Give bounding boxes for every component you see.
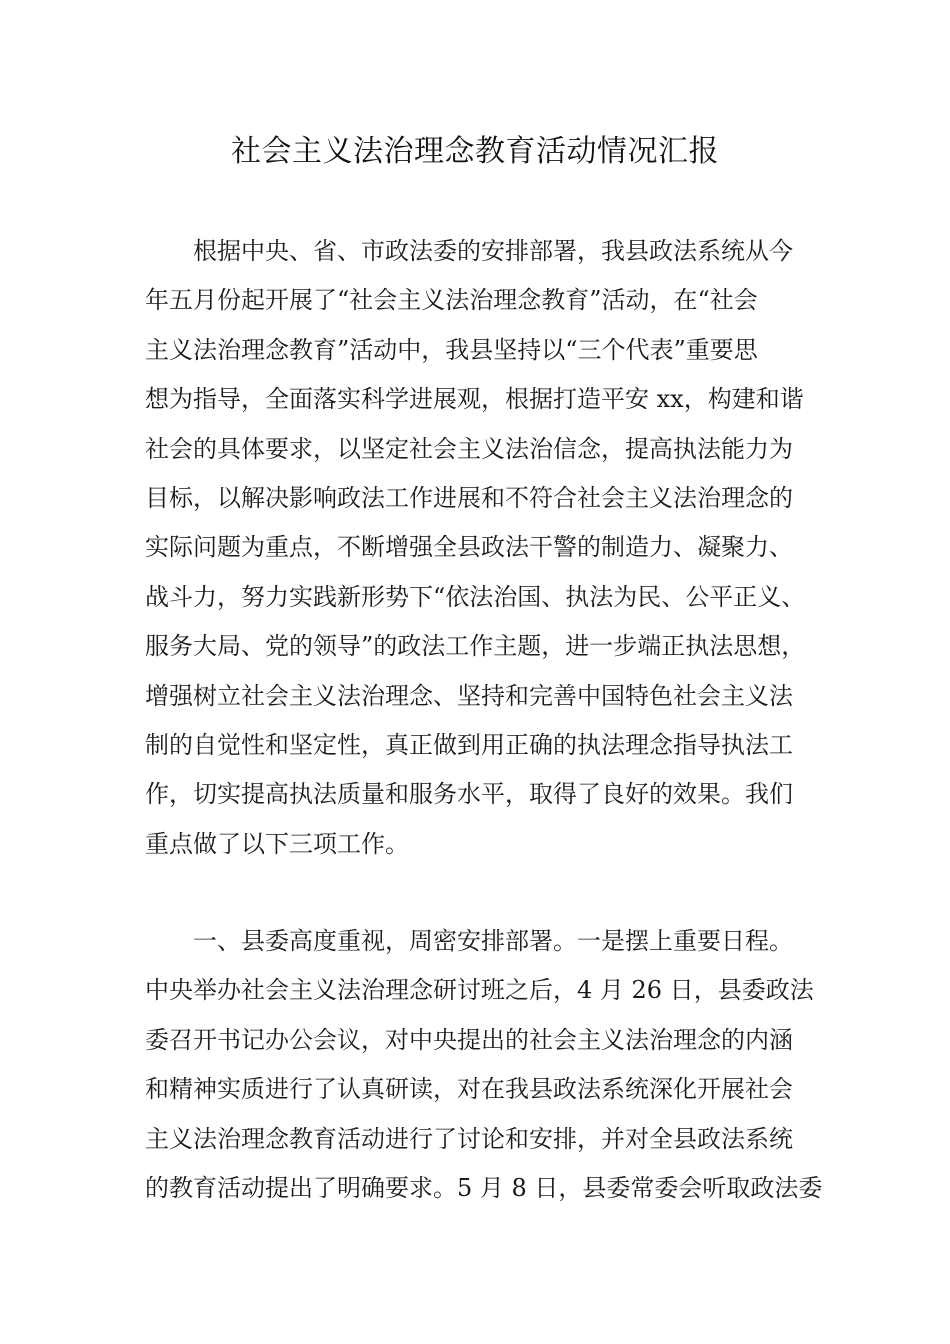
- paragraph-line: 根据中央、省、市政法委的安排部署，我县政法系统从今: [193, 237, 793, 265]
- document-title: 社会主义法治理念教育活动情况汇报: [231, 134, 719, 169]
- document-page: 社会主义法治理念教育活动情况汇报 根据中央、省、市政法委的安排部署，我县政法系统从今 年五月份起开展了“社会主义法治理念教育”活动，在“社会 主义法治理念教育”活动中，我县坚持以“三个代表”重要思 想为指导，全面落实科学进展观，根据打造平安 xx，构建和谐 社会的具体要求，以坚定社会主义法治信念，提高执法能力为 目标，以解决影响政法工作进展和不符合社会主义法治理念的 实际问题为重点，不断增强全县政法干警的制造力、凝聚力、 战斗力，努力实践新形势下“依法治国、执法为民、公平正义、 服务大局、党的领导”的政法工作主题，进一步端正执法思想， 增强树立社会主义法治理念、坚持和完善中国特色社会主义法 制的自觉性和坚定性，真正做到用正确的执法理念指导执法工 作，切实提高执法质量和服务水平，取得了良好的效果。我们 重点做了以下三项工作。 一、县委高度重视，周密安排部署。一是摆上重要日程。 中央举办社会主义法治理念研讨班之后，4 月 26 日，县委政法 委召开书记办公会议，对中央提出的社会主义法治理念的内涵 和精神实质进行了认真研读，对在我县政法系统深化开展社会 主义法治理念教育活动进行了讨论和安排，并对全县政法系统 的教育活动提出了明确要求。5 月 8 日，县委常委会听取政法委: [0, 0, 950, 1344]
- paragraph-line: 一、县委高度重视，周密安排部署。一是摆上重要日程。: [193, 927, 793, 955]
